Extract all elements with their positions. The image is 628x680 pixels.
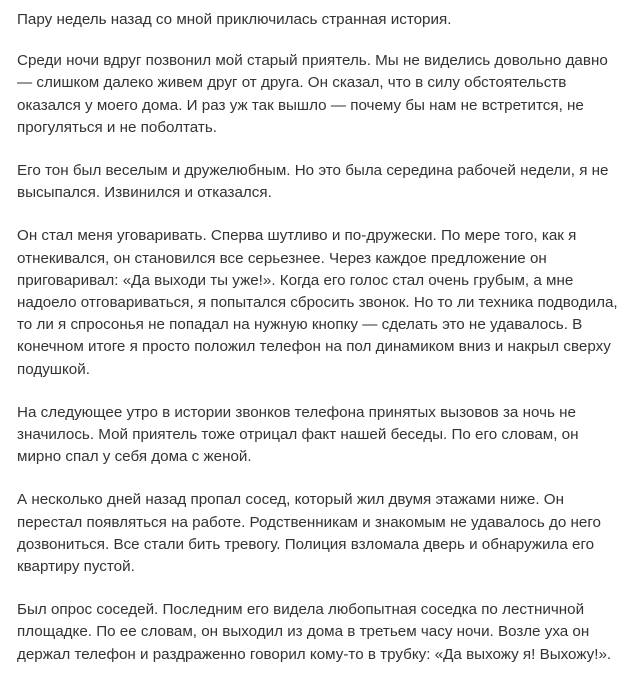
story-paragraph-3: Его тон был веселым и дружелюбным. Но это была середина рабочей недели, я не высыпался. Извинился и отказался. [17, 162, 609, 202]
story-paragraph-5: На следующее утро в истории звонков телефона принятых вызовов за ночь не значилось. Мой приятель тоже отрицал факт нашей беседы. По его словам, он мирно спал у себя дома с женой. [17, 403, 579, 466]
story-paragraph-4: Он стал меня уговаривать. Сперва шутливо и по-дружески. По мере того, как я отнекивался, он становился все серьезнее. Через каждое предложение он приговаривал: «Да выходи ты уже!». Когда его голос стал очень грубым, а мне надоело отговариваться, я попытался сбросить звонок. Но то ли техника подводила, то ли я спросонья не попадал на нужную кнопку — сделать это не удавалось. В конечном итоге я просто положил телефон на пол динамиком вниз и накрыл сверху подушкой. [17, 227, 618, 378]
story-paragraph-6: А несколько дней назад пропал сосед, который жил двумя этажами ниже. Он перестал появляться на работе. Родственникам и знакомым не удавалось до него дозвониться. Все стали бить тревогу. Полиция взломала дверь и обнаружила его квартиру пустой. [17, 491, 601, 576]
story-paragraph-7: Был опрос соседей. Последним его видела любопытная соседка по лестничной площадке. По ее словам, он выходил из дома в третьем часу ночи. Возле уха он держал телефон и раздраженно говорил кому-то в трубку: «Да выхожу я! Выхожу!». [17, 601, 612, 663]
story-paragraph-1: Пару недель назад со мной приключилась странная история. [17, 11, 452, 28]
story-paragraph-2: Среди ночи вдруг позвонил мой старый приятель. Мы не виделись довольно давно — слишком далеко живем друг от друга. Он сказал, что в силу обстоятельств оказался у моего дома. И раз уж так вышло — почему бы нам не встретится, не прогуляться и не поболтать. [17, 52, 608, 136]
